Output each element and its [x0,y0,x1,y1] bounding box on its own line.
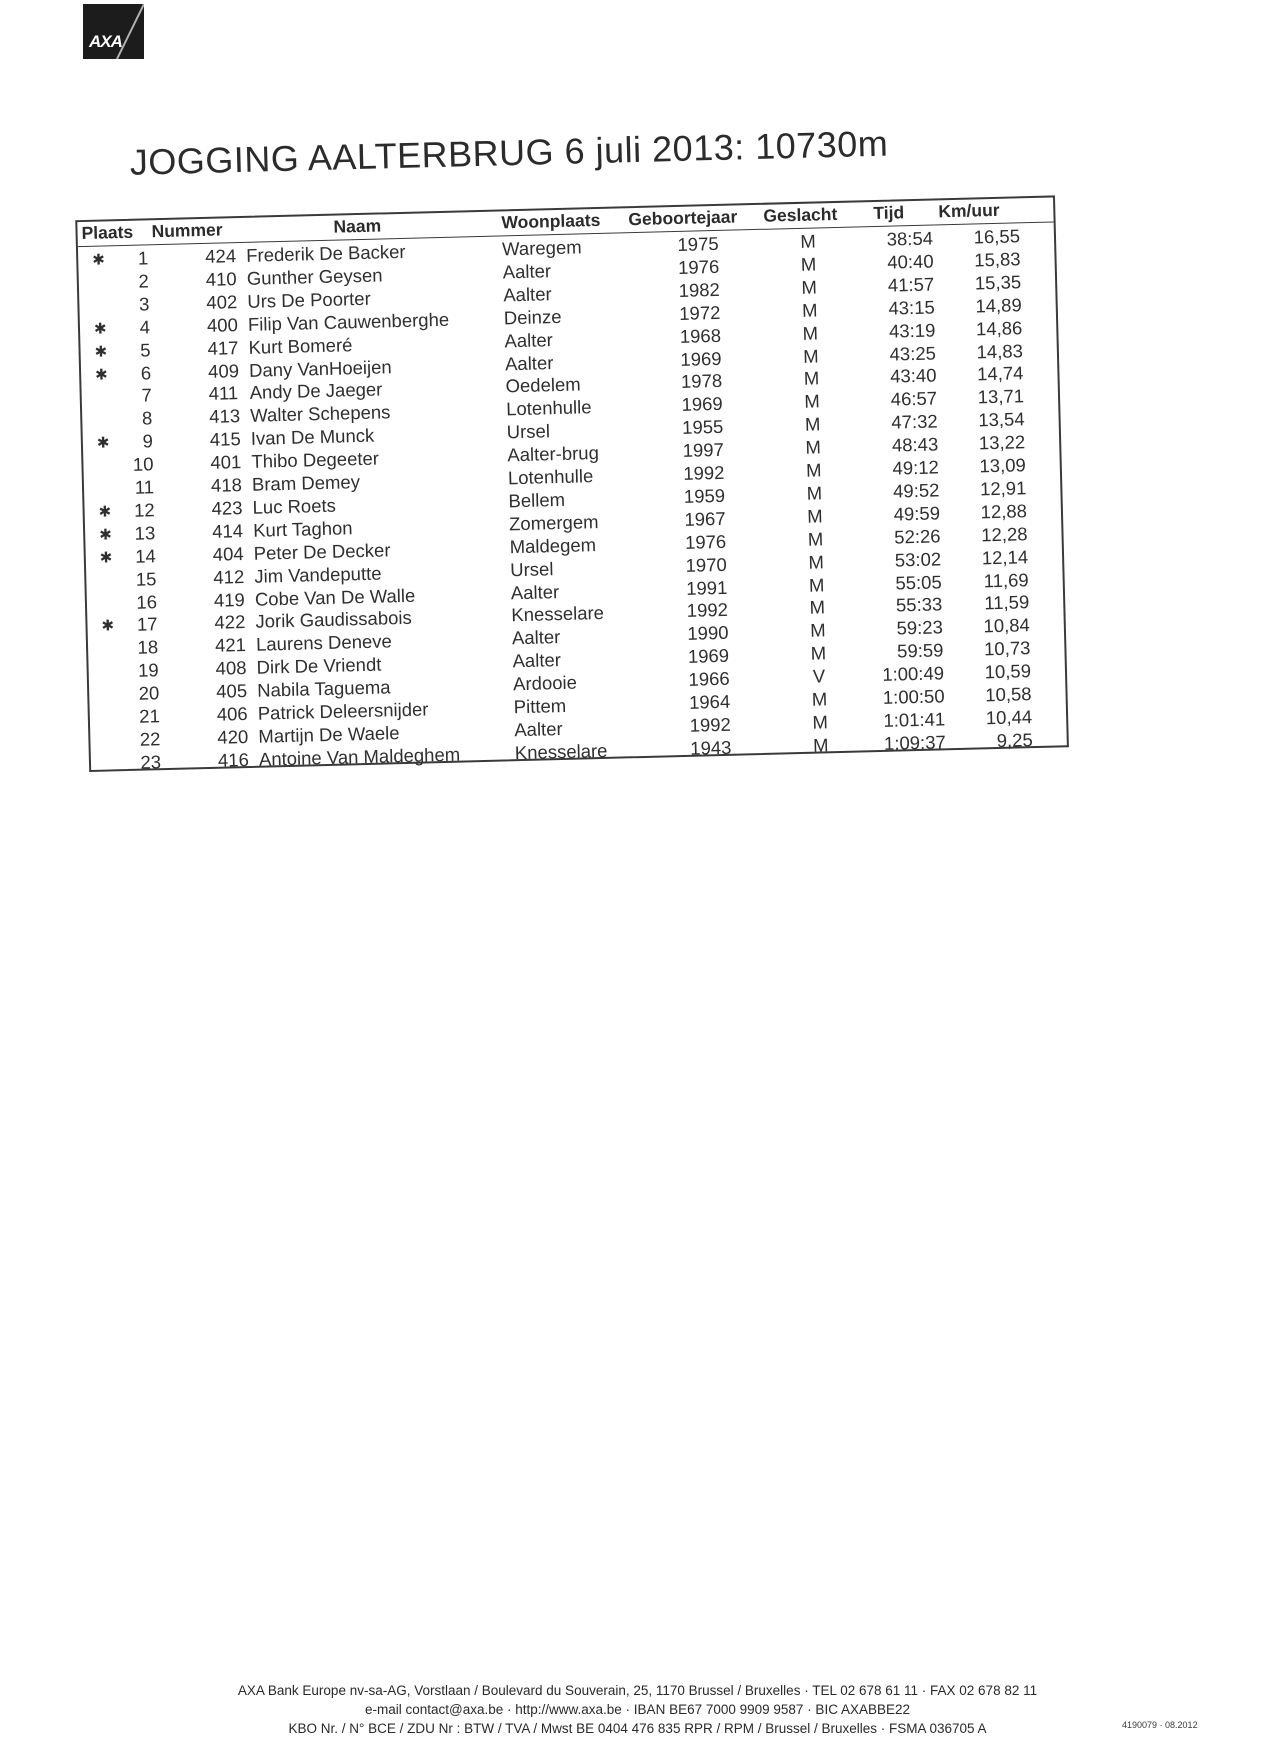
cell-geboortejaar: 1968 [679,324,722,347]
cell-mark: ✱ [94,343,108,361]
cell-geboortejaar: 1992 [683,461,725,484]
cell-tijd: 52:26 [893,525,941,548]
cell-kmuur: 13,22 [978,431,1026,454]
cell-nummer: 418 [210,474,243,496]
cell-naam: Martijn De Waele [258,722,400,747]
cell-nummer: 414 [211,519,244,542]
cell-woonplaats: Zomergem [508,510,599,535]
cell-mark: ✱ [92,251,106,269]
header-kmuur: Km/uur [938,199,1000,222]
cell-nummer: 405 [215,680,248,702]
cell-tijd: 55:05 [895,570,942,594]
cell-plaats: 5 [139,338,151,361]
cell-nummer: 401 [210,451,242,473]
cell-geslacht: M [805,436,822,458]
cell-geboortejaar: 1992 [686,599,729,622]
cell-kmuur: 12,88 [980,500,1028,523]
cell-tijd: 1:00:49 [882,662,945,686]
cell-nummer: 411 [208,382,239,405]
cell-nummer: 409 [207,359,240,382]
cell-mark: ✱ [96,434,110,452]
cell-nummer: 410 [205,268,237,290]
cell-kmuur: 9,25 [996,728,1033,751]
cell-geslacht: M [807,528,824,550]
cell-nummer: 404 [212,542,244,565]
cell-tijd: 49:12 [892,456,940,479]
cell-woonplaats: Maldegem [509,533,597,557]
cell-tijd: 48:43 [891,433,939,456]
cell-naam: Urs De Poorter [247,287,371,312]
cell-woonplaats: Aalter [514,717,563,741]
cell-naam: Kurt Bomeré [248,333,353,358]
cell-mark: ✱ [101,617,115,636]
footer [0,1681,1275,1738]
cell-woonplaats: Lotenhulle [505,396,592,420]
cell-geslacht: M [802,322,819,344]
cell-naam: Luc Roets [252,494,337,518]
cell-geslacht: M [802,344,819,367]
cell-geboortejaar: 1992 [689,713,732,736]
cell-plaats: 12 [133,499,155,521]
cell-kmuur: 14,74 [976,362,1024,385]
cell-nummer: 421 [214,634,247,657]
cell-woonplaats: Bellem [508,488,566,512]
cell-geslacht: M [812,734,829,756]
cell-geslacht: M [808,550,825,573]
cell-kmuur: 10,84 [983,614,1031,637]
cell-naam: Kurt Taghon [252,517,353,541]
header-plaats: Plaats [81,221,134,244]
footer-address: AXA Bank Europe nv-sa-AG, Vorstlaan / Boulevard du Souverain, 25, 1170 Brussel / Bruxelles · TEL 02 678 61 11 · FAX 02 678 82 11 [237,1683,1038,1698]
cell-tijd: 43:15 [888,296,935,319]
cell-geslacht: M [800,230,816,252]
cell-woonplaats: Knesselare [511,602,605,626]
cell-kmuur: 14,89 [975,293,1022,317]
header-naam: Naam [333,215,382,237]
cell-geboortejaar: 1972 [678,301,721,324]
cell-tijd: 59:23 [896,616,944,639]
cell-naam: Frederik De Backer [245,240,406,266]
cell-mark: ✱ [99,526,113,544]
cell-kmuur: 11,59 [984,591,1030,614]
cell-geboortejaar: 1955 [681,416,724,439]
cell-plaats: 22 [139,728,161,750]
cell-kmuur: 14,86 [975,316,1023,340]
cell-kmuur: 15,35 [974,271,1022,294]
cell-tijd: 1:09:37 [883,731,946,754]
cell-plaats: 3 [138,293,150,315]
cell-geboortejaar: 1991 [685,576,728,599]
form-code: 4190079 · 08.2012 [1122,1720,1198,1730]
cell-woonplaats: Ursel [509,557,554,580]
cell-tijd: 55:33 [895,593,943,616]
cell-geslacht: M [804,413,821,435]
cell-naam: Gunther Geysen [246,264,383,289]
cell-plaats: 4 [139,316,151,338]
cell-plaats: 9 [142,430,154,452]
cell-geslacht: M [805,459,822,481]
cell-nummer: 406 [216,702,248,725]
cell-geslacht: M [809,596,826,619]
cell-plaats: 15 [135,567,157,590]
cell-geslacht: M [801,299,818,321]
cell-nummer: 400 [206,313,239,336]
cell-tijd: 41:57 [887,273,935,296]
cell-kmuur: 10,59 [984,660,1032,683]
cell-naam: Nabila Taguema [256,676,391,701]
cell-geslacht: M [804,390,821,413]
cell-naam: Jorik Gaudissabois [255,607,412,633]
cell-kmuur: 10,58 [984,683,1032,706]
cell-geslacht: M [800,253,817,275]
cell-naam: Cobe Van De Walle [254,584,416,610]
cell-woonplaats: Lotenhulle [507,465,594,489]
cell-naam: Andy De Jaeger [249,378,383,404]
cell-kmuur: 15,83 [973,248,1021,271]
cell-naam: Filip Van Cauwenberghe [247,308,450,335]
footer-contact: e-mail contact@axa.be · http://www.axa.be · IBAN BE67 7000 9909 9587 · BIC AXABBE22 [364,1702,910,1717]
cell-mark: ✱ [99,549,113,567]
cell-kmuur: 13,09 [979,454,1027,477]
cell-plaats: 21 [138,705,161,727]
cell-naam: Patrick Deleersnijder [257,698,429,724]
cell-geboortejaar: 1964 [688,690,731,713]
cell-plaats: 11 [134,476,155,498]
cell-kmuur: 10,73 [983,637,1031,660]
cell-geboortejaar: 1978 [680,370,723,393]
cell-naam: Antoine Van Maldeghem [258,743,461,770]
cell-geslacht: M [812,711,829,733]
cell-geboortejaar: 1982 [678,278,721,301]
cell-kmuur: 12,14 [981,545,1029,568]
cell-woonplaats: Deinze [503,305,562,329]
cell-geboortejaar: 1975 [677,232,719,255]
cell-geslacht: M [803,367,820,390]
cell-naam: Peter De Decker [253,539,391,564]
cell-plaats: 1 [137,247,149,269]
cell-plaats: 10 [132,453,154,475]
header-geslacht: Geslacht [763,203,838,226]
header-geboortejaar: Geboortejaar [628,206,738,230]
cell-nummer: 412 [213,565,245,588]
cell-geboortejaar: 1966 [688,667,730,690]
cell-geboortejaar: 1976 [684,530,727,553]
cell-woonplaats: Aalter [512,649,562,672]
cell-woonplaats: Knesselare [514,739,608,764]
cell-tijd: 1:00:50 [882,685,945,708]
cell-mark: ✱ [98,503,112,521]
cell-tijd: 53:02 [894,547,942,571]
cell-tijd: 46:57 [890,387,938,410]
cell-kmuur: 13,54 [978,408,1025,431]
cell-plaats: 6 [140,361,152,384]
cell-woonplaats: Ardooie [512,671,578,695]
cell-tijd: 43:40 [889,364,937,388]
cell-geboortejaar: 1969 [681,393,723,416]
cell-woonplaats: Aalter-brug [507,442,600,466]
cell-naam: Dirk De Vriendt [256,653,382,678]
cell-plaats: 18 [137,636,159,659]
cell-geslacht: M [806,505,823,527]
results-table [75,195,1069,772]
cell-mark: ✱ [93,320,107,338]
cell-geslacht: M [809,619,826,642]
cell-kmuur: 12,28 [980,522,1028,546]
cell-tijd: 49:52 [892,479,940,502]
cell-nummer: 419 [213,588,246,611]
cell-geslacht: M [811,688,828,710]
cell-naam: Jim Vandeputte [254,562,382,587]
cell-nummer: 408 [215,657,247,679]
cell-kmuur: 16,55 [973,225,1021,248]
cell-naam: Ivan De Munck [250,424,375,450]
cell-tijd: 40:40 [887,250,934,273]
cell-geslacht: M [810,642,827,664]
footer-registration: KBO Nr. / N° BCE / ZDU Nr : BTW / TVA / Mwst BE 0404 476 835 RPR / RPM / Brussel / Bruxelles · FSMA 036705 A [288,1721,987,1736]
cell-plaats: 19 [137,659,159,681]
cell-woonplaats: Ursel [506,420,551,443]
cell-naam: Bram Demey [251,471,361,495]
cell-geboortejaar: 1976 [677,255,720,278]
cell-kmuur: 11,69 [983,568,1029,591]
cell-nummer: 420 [217,725,249,748]
cell-plaats: 2 [138,270,150,292]
header-woonplaats: Woonplaats [501,209,601,233]
cell-plaats: 16 [136,590,158,613]
cell-plaats: 17 [136,613,158,636]
header-tijd: Tijd [873,202,905,223]
cell-geslacht: M [801,276,818,298]
cell-tijd: 1:01:41 [883,708,946,731]
cell-geslacht: M [808,573,825,596]
cell-nummer: 423 [211,496,243,519]
cell-plaats: 20 [138,682,160,704]
cell-nummer: 424 [204,245,237,267]
cell-geboortejaar: 1997 [682,438,725,461]
cell-tijd: 49:59 [893,502,941,525]
cell-kmuur: 13,71 [977,385,1025,408]
cell-naam: Walter Schepens [249,401,391,427]
cell-woonplaats: Waregem [501,236,582,260]
cell-plaats: 7 [141,384,152,406]
cell-geslacht: V [812,665,826,687]
cell-geboortejaar: 1943 [689,736,732,759]
cell-plaats: 13 [134,522,156,544]
cell-geboortejaar: 1967 [684,507,726,530]
cell-kmuur: 10,44 [985,706,1033,729]
cell-woonplaats: Pittem [513,694,567,718]
cell-naam: Laurens Deneve [255,630,393,656]
cell-geboortejaar: 1959 [683,484,726,507]
cell-geslacht: M [806,482,823,504]
cell-woonplaats: Oedelem [505,373,581,397]
cell-woonplaats: Aalter [502,260,552,283]
header-nummer: Nummer [151,219,223,242]
cell-kmuur: 14,83 [976,339,1024,362]
cell-nummer: 402 [206,290,238,313]
cell-woonplaats: Aalter [511,626,561,649]
cell-plaats: 14 [134,544,157,567]
cell-geboortejaar: 1970 [685,553,728,576]
cell-geboortejaar: 1969 [687,644,730,668]
cell-tijd: 59:59 [896,639,944,662]
cell-tijd: 47:32 [891,410,938,433]
cell-geboortejaar: 1969 [680,347,722,370]
cell-nummer: 416 [217,748,250,771]
cell-kmuur: 12,91 [979,477,1027,500]
cell-naam: Thibo Degeeter [251,447,380,472]
cell-woonplaats: Aalter [503,282,552,306]
cell-tijd: 43:19 [888,319,936,342]
cell-nummer: 417 [207,336,239,359]
cell-naam: Dany VanHoeijen [248,355,392,381]
cell-nummer: 413 [209,405,241,428]
cell-nummer: 422 [214,611,246,634]
cell-woonplaats: Aalter [504,328,554,351]
cell-tijd: 38:54 [886,227,934,250]
cell-woonplaats: Aalter [510,580,560,603]
logo-text: AXA [89,32,122,51]
cell-geboortejaar: 1990 [687,622,729,645]
cell-mark: ✱ [94,365,108,384]
cell-plaats: 8 [141,407,153,429]
cell-tijd: 43:25 [889,341,937,365]
cell-plaats: 23 [140,750,162,773]
cell-nummer: 415 [209,428,241,451]
page-title: JOGGING AALTERBRUG 6 juli 2013: 10730m [129,122,889,183]
cell-woonplaats: Aalter [504,351,554,374]
